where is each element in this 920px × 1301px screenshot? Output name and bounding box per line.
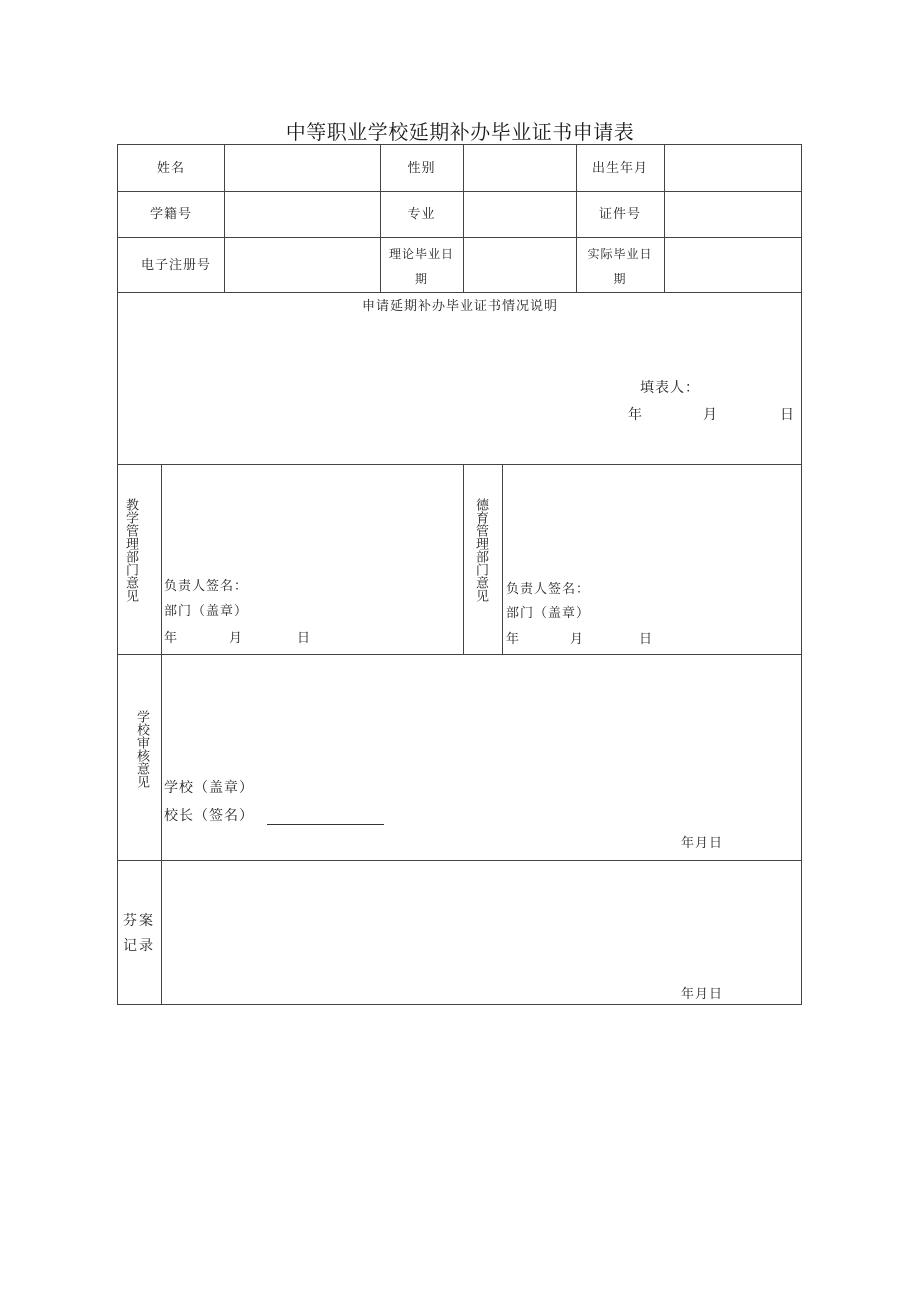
archive-record-area[interactable] — [162, 861, 801, 1004]
principal-signature-line[interactable] — [267, 824, 384, 825]
id-number-label: 证件号 — [598, 207, 641, 222]
moral-year: 年 — [506, 632, 521, 647]
principal-signature-label: 校长（签名） — [164, 808, 254, 824]
moral-signer-label: 负责人签名： — [506, 582, 591, 597]
moral-month: 月 — [570, 632, 585, 647]
moral-dept-stamp-label: 部门（盖章） — [506, 606, 591, 621]
name-label: 姓名 — [156, 161, 185, 176]
actual-graduation-field[interactable] — [665, 238, 801, 291]
name-field[interactable] — [225, 146, 379, 190]
major-label: 专业 — [407, 207, 436, 222]
teaching-dept-stamp-label: 部门（盖章） — [164, 604, 249, 619]
archive-date: 年月日 — [681, 987, 724, 1002]
birth-field[interactable] — [665, 146, 801, 190]
teaching-month: 月 — [229, 631, 244, 646]
teaching-year: 年 — [164, 631, 179, 646]
birth-label: 出生年月 — [591, 161, 648, 176]
school-stamp-label: 学校（盖章） — [164, 780, 254, 796]
moral-day: 日 — [639, 632, 654, 647]
theory-graduation-field[interactable] — [464, 238, 575, 291]
school-review-date: 年月日 — [681, 836, 724, 851]
explanation-month: 月 — [703, 407, 718, 423]
major-field[interactable] — [464, 192, 575, 236]
id-number-field[interactable] — [665, 192, 801, 236]
student-id-label: 学籍号 — [149, 207, 192, 222]
teaching-day: 日 — [297, 631, 312, 646]
archive-side-label: 芬案 — [123, 913, 155, 929]
teaching-dept-side-label: 教学管理部门意见 — [123, 498, 138, 602]
application-form — [117, 144, 802, 1005]
explanation-year: 年 — [628, 407, 643, 423]
registration-number-field[interactable] — [225, 238, 379, 291]
theory-graduation-label-cont: 期 — [414, 272, 428, 286]
actual-graduation-label: 实际毕业日 — [587, 247, 653, 261]
form-title: 中等职业学校延期补办毕业证书申请表 — [285, 120, 635, 144]
teaching-opinion-area[interactable] — [162, 465, 462, 653]
explanation-day: 日 — [780, 407, 795, 423]
registration-number-label: 电子注册号 — [140, 258, 211, 273]
gender-field[interactable] — [464, 146, 575, 190]
actual-graduation-label-cont: 期 — [613, 272, 627, 286]
gender-label: 性别 — [407, 161, 436, 176]
student-id-field[interactable] — [225, 192, 379, 236]
school-review-area[interactable] — [162, 655, 801, 859]
theory-graduation-label: 理论毕业日 — [388, 247, 454, 261]
col-divider — [463, 464, 464, 654]
moral-opinion-area[interactable] — [503, 465, 801, 653]
moral-dept-side-label: 德育管理部门意见 — [473, 498, 488, 602]
archive-side-label-cont: 记录 — [123, 938, 155, 954]
row-divider — [118, 292, 802, 293]
filler-label: 填表人： — [640, 380, 700, 396]
explanation-heading: 申请延期补办毕业证书情况说明 — [361, 299, 558, 314]
school-review-side-label: 学校审核意见 — [134, 710, 149, 788]
teaching-signer-label: 负责人签名： — [164, 579, 249, 594]
